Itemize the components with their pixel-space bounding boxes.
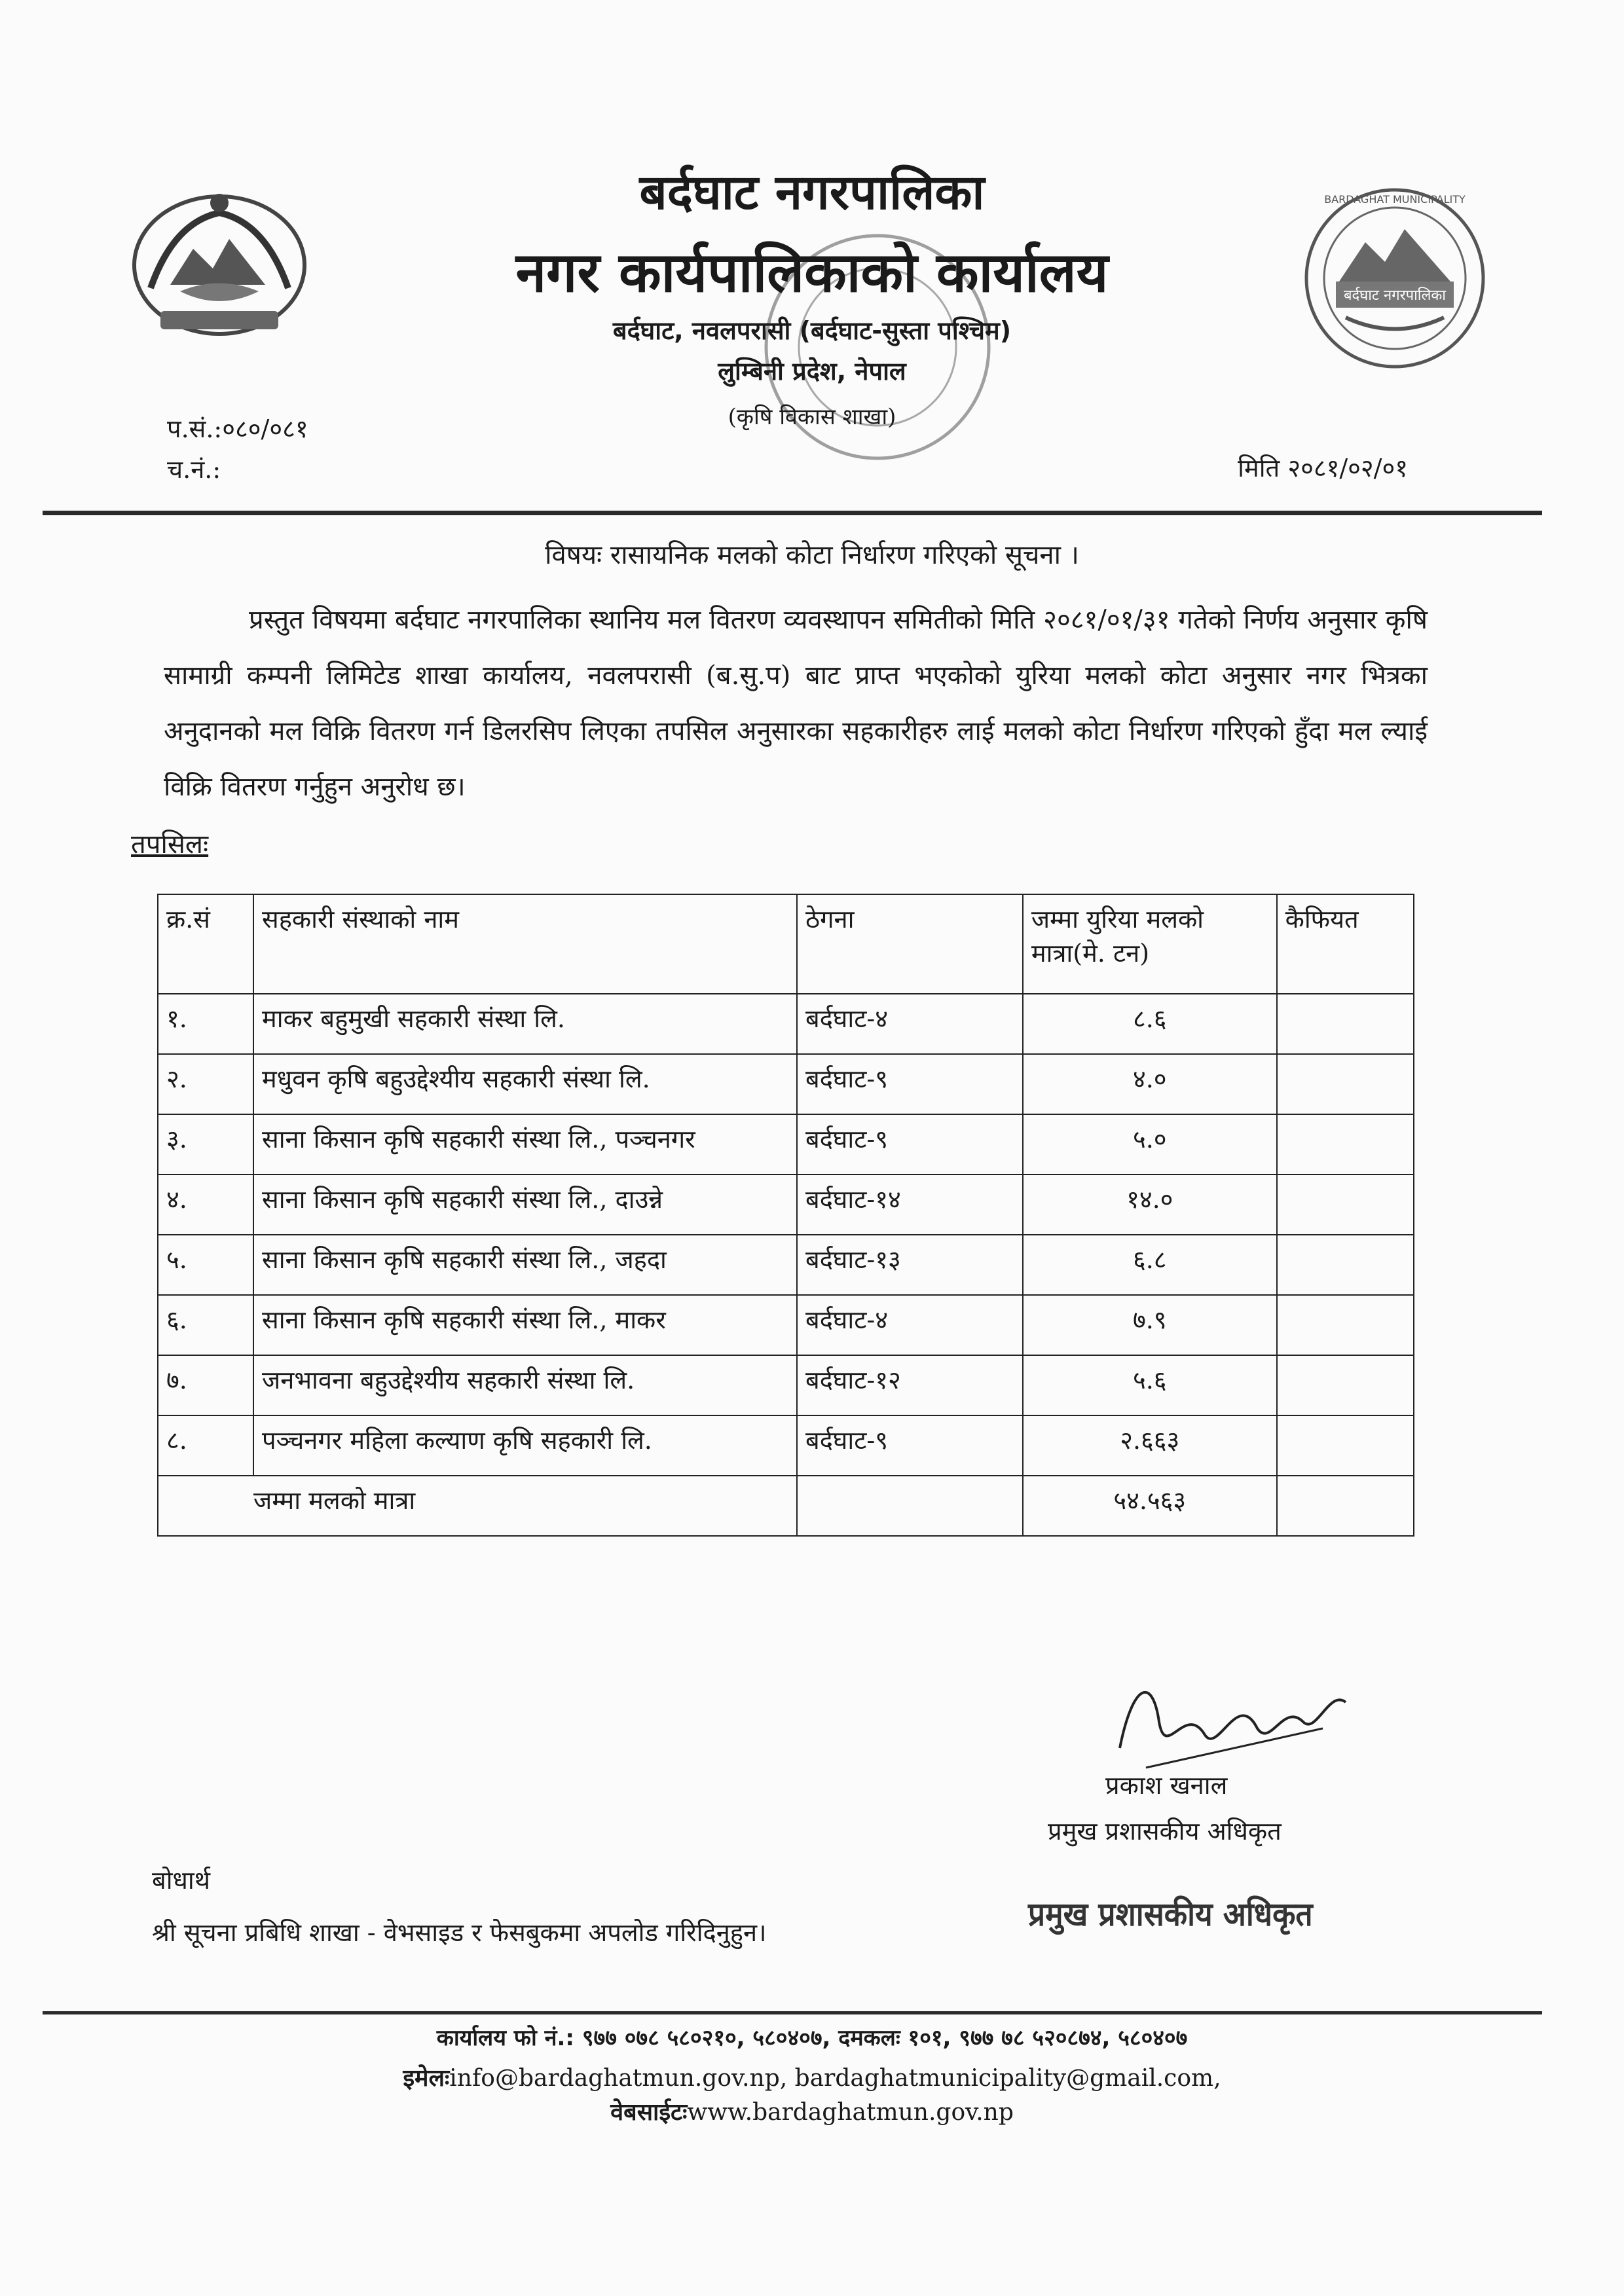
table-row: [158, 1054, 1414, 1114]
total-address-empty: [797, 1476, 1023, 1536]
row-name: जनभावना बहुउद्देश्यीय सहकारी संस्था लि.: [253, 1355, 797, 1415]
date-label: मिति: [1238, 454, 1280, 483]
email-label: इमेलः: [403, 2065, 450, 2092]
footer-divider: [43, 2011, 1542, 2014]
row-address: बर्दघाट-९: [797, 1054, 1023, 1114]
email-value[interactable]: info@bardaghatmun.gov.np, bardaghatmunicipality@gmail.com,: [449, 2065, 1221, 2092]
row-qty: १४.०: [1023, 1175, 1277, 1235]
table-row: [158, 1295, 1414, 1355]
header-divider: [43, 511, 1542, 515]
row-address: बर्दघाट-४: [797, 1295, 1023, 1355]
row-remark: [1277, 1295, 1414, 1355]
row-address: बर्दघाट-४: [797, 994, 1023, 1054]
row-remark: [1277, 994, 1414, 1054]
row-qty: २.६६३: [1023, 1415, 1277, 1476]
web-value[interactable]: www.bardaghatmun.gov.np: [687, 2099, 1014, 2126]
row-sn: ७.: [158, 1355, 253, 1415]
table-row: [158, 1355, 1414, 1415]
header-remark: कैफियत: [1277, 894, 1414, 994]
phone-value: ९७७ ०७८ ५८०२१०, ५८०४०७, दमकलः १०१, ९७७ ७८ ५२०८७४, ५८०४०७: [581, 2025, 1188, 2051]
row-name: माकर बहुमुखी सहकारी संस्था लि.: [253, 994, 797, 1054]
reference-label: प.सं.:: [167, 414, 223, 443]
row-address: बर्दघाट-१२: [797, 1355, 1023, 1415]
header-sn: क्र.सं: [158, 894, 253, 994]
table-row: [158, 1415, 1414, 1476]
row-name: मधुवन कृषि बहुउद्देश्यीय सहकारी संस्था लि.: [253, 1054, 797, 1114]
table-row: [158, 994, 1414, 1054]
header-qty: जम्मा युरिया मलको मात्रा(मे. टन): [1023, 894, 1277, 994]
row-qty: ५.६: [1023, 1355, 1277, 1415]
row-remark: [1277, 1054, 1414, 1114]
table-row: [158, 1175, 1414, 1235]
designation-stamp: प्रमुख प्रशासकीय अधिकृत: [1028, 1895, 1313, 1933]
footer-website: [0, 2095, 1624, 2127]
branch-name: (कृषि विकास शाखा): [728, 404, 896, 430]
row-sn: ४.: [158, 1175, 253, 1235]
row-sn: ५.: [158, 1235, 253, 1295]
signer-title: प्रमुख प्रशासकीय अधिकृत: [1048, 1817, 1282, 1846]
quota-table: [157, 894, 1414, 1537]
total-remark-empty: [1277, 1476, 1414, 1536]
row-qty: ६.८: [1023, 1235, 1277, 1295]
cc-text: श्री सूचना प्रबिधि शाखा - वेभसाइड र फेसबुकमा अपलोड गरिदिनुहुन।: [152, 1918, 767, 1947]
signer-name: प्रकाश खनाल: [1105, 1771, 1228, 1800]
table-label: तपसिलः: [131, 829, 209, 860]
body-paragraph: प्रस्तुत विषयमा बर्दघाट नगरपालिका स्थानिय मल वितरण व्यवस्थापन समितीको मिति २०८१/०१/३१ गतेको निर्णय अनुसार कृषि सामाग्री कम्पनी लिमिटेड शाखा कार्यालय, नवलपरासी (ब.सु.प) बाट प्राप्त भएकोको युरिया मलको कोटा अनुसार नगर भित्रका अनुदानको मल विक्रि वितरण गर्न डिलरसिप लिएका तपसिल अनुसारका सहकारीहरु लाई मलको कोटा निर्धारण गरिएको हुँदा मल ल्याई विक्रि वितरण गर्नुहुन अनुरोध छ।: [164, 605, 1428, 802]
row-qty: ४.०: [1023, 1054, 1277, 1114]
dispatch-number: [167, 452, 221, 486]
web-label: वेबसाईटः: [610, 2099, 688, 2126]
total-value: ५४.५६३: [1023, 1476, 1277, 1536]
row-address: बर्दघाट-९: [797, 1114, 1023, 1175]
footer-phone: [0, 2022, 1624, 2052]
row-remark: [1277, 1235, 1414, 1295]
row-sn: २.: [158, 1054, 253, 1114]
row-qty: ७.९: [1023, 1295, 1277, 1355]
table-row: [158, 1235, 1414, 1295]
row-sn: ८.: [158, 1415, 253, 1476]
row-name: पञ्चनगर महिला कल्याण कृषि सहकारी लि.: [253, 1415, 797, 1476]
row-sn: ६.: [158, 1295, 253, 1355]
handwritten-signature: [1107, 1663, 1356, 1781]
cc-label: बोधार्थ: [152, 1866, 211, 1895]
row-address: बर्दघाट-१४: [797, 1175, 1023, 1235]
header-name: सहकारी संस्थाको नाम: [253, 894, 797, 994]
row-qty: ८.६: [1023, 994, 1277, 1054]
letter-date: [1238, 450, 1408, 484]
row-name: साना किसान कृषि सहकारी संस्था लि., दाउन्ने: [253, 1175, 797, 1235]
row-sn: ३.: [158, 1114, 253, 1175]
row-remark: [1277, 1114, 1414, 1175]
table-total-row: [158, 1476, 1414, 1536]
table-header-row: [158, 894, 1414, 994]
footer-email: [0, 2061, 1624, 2093]
reference-value: ०८०/०८१: [222, 414, 308, 443]
row-name: साना किसान कृषि सहकारी संस्था लि., माकर: [253, 1295, 797, 1355]
row-name: साना किसान कृषि सहकारी संस्था लि., जहदा: [253, 1235, 797, 1295]
reference-number: [167, 411, 308, 445]
phone-label: कार्यालय फो नं.:: [436, 2025, 574, 2051]
header-address: ठेगना: [797, 894, 1023, 994]
row-address: बर्दघाट-९: [797, 1415, 1023, 1476]
date-value: २०८१/०२/०१: [1287, 454, 1408, 483]
row-sn: १.: [158, 994, 253, 1054]
total-label: जम्मा मलको मात्रा: [158, 1476, 797, 1536]
row-qty: ५.०: [1023, 1114, 1277, 1175]
letter-body: [164, 592, 1428, 815]
row-name: साना किसान कृषि सहकारी संस्था लि., पञ्चनगर: [253, 1114, 797, 1175]
row-remark: [1277, 1355, 1414, 1415]
row-remark: [1277, 1415, 1414, 1476]
right-logo-arc-text: BARDAGHAT MUNICIPALITY: [1324, 193, 1466, 206]
right-logo-text: बर्दघाट नगरपालिका: [1343, 287, 1447, 304]
address-line-1: बर्दघाट, नवलपरासी (बर्दघाट-सुस्ता पश्चिम): [612, 316, 1012, 345]
row-address: बर्दघाट-१३: [797, 1235, 1023, 1295]
office-name: नगर कार्यपालिकाको कार्यालय: [515, 240, 1109, 304]
table-row: [158, 1114, 1414, 1175]
municipality-name: बर्दघाट नगरपालिका: [639, 164, 985, 221]
letter-subject: विषयः रासायनिक मलको कोटा निर्धारण गरिएको सूचना ।: [545, 540, 1079, 570]
address-line-2: लुम्बिनी प्रदेश, नेपाल: [718, 357, 906, 386]
row-remark: [1277, 1175, 1414, 1235]
dispatch-label: च.नं.:: [167, 455, 221, 484]
